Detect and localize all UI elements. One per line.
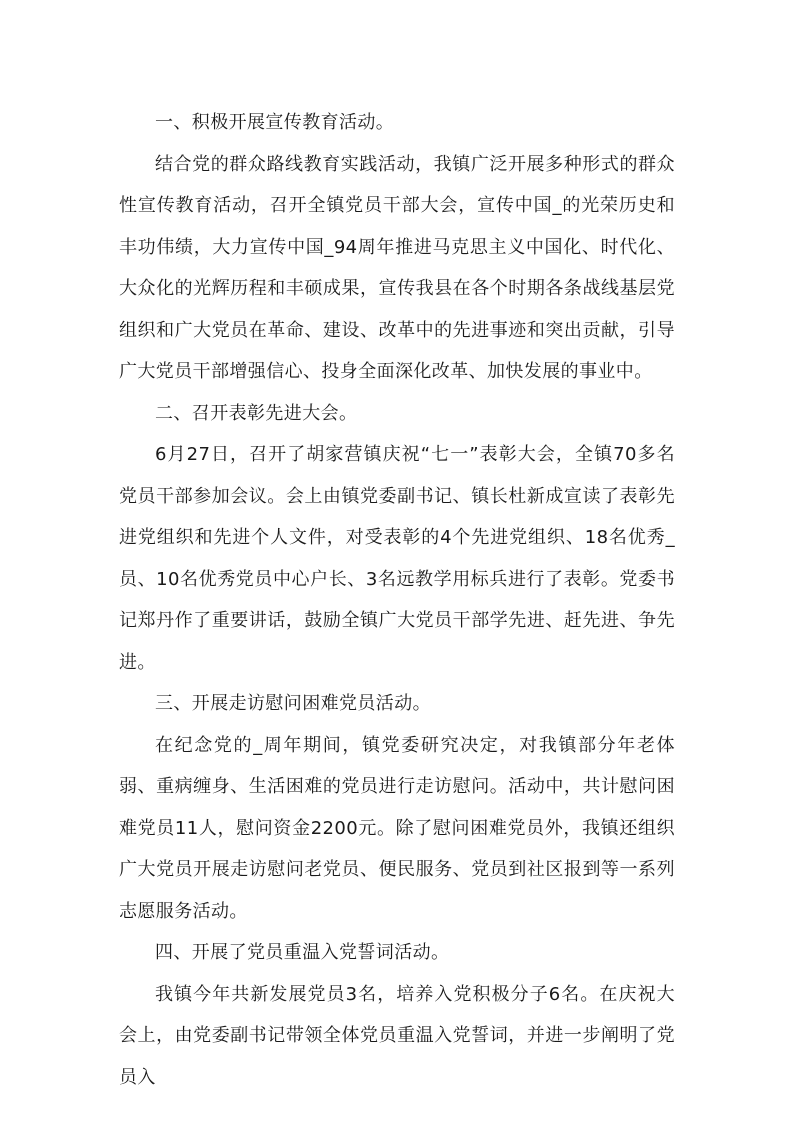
section-1-paragraph: 结合党的群众路线教育实践活动，我镇广泛开展多种形式的群众性宣传教育活动，召开全镇党员干部大会，宣传中国_的光荣历史和丰功伟绩，大力宣传中国_94周年推进马克思主义中国化、时代化、大众化的光辉历程和丰硕成果，宣传我县在各个时期各条战线基层党组织和广大党员在革命、建设、改革中的先进事迹和突出贡献，引导广大党员干部增强信心、投身全面深化改革、加快发展的事业中。 bbox=[119, 153, 675, 382]
section-3-paragraph: 在纪念党的_周年期间，镇党委研究决定，对我镇部分年老体弱、重病缠身、生活困难的党员进行走访慰问。活动中，共计慰问困难党员11人，慰问资金2200元。除了慰问困难党员外，我镇还组织广大党员开展走访慰问老党员、便民服务、党员到社区报到等一系列志愿服务活动。 bbox=[119, 734, 675, 922]
document-body bbox=[119, 102, 675, 1098]
section-2-heading: 二、召开表彰先进大会。 bbox=[155, 402, 358, 424]
section-4-heading: 四、开展了党员重温入党誓词活动。 bbox=[155, 942, 450, 963]
section-1-heading: 一、积极开展宣传教育活动。 bbox=[155, 112, 395, 133]
section-3-heading: 三、开展走访慰问困难党员活动。 bbox=[155, 693, 431, 714]
section-4-paragraph: 我镇今年共新发展党员3名，培养入党积极分子6名。在庆祝大会上，由党委副书记带领全体党员重温入党誓词，并进一步阐明了党员入 bbox=[119, 983, 675, 1088]
section-2-paragraph: 6月27日，召开了胡家营镇庆祝“七一”表彰大会，全镇70多名党员干部参加会议。会上由镇党委副书记、镇长杜新成宣读了表彰先进党组织和先进个人文件，对受表彰的4个先进党组织、18名优秀_员、10名优秀党员中心户长、3名远教学用标兵进行了表彰。党委书记郑丹作了重要讲话，鼓励全镇广大党员干部学先进、赶先进、争先进。 bbox=[119, 444, 675, 673]
